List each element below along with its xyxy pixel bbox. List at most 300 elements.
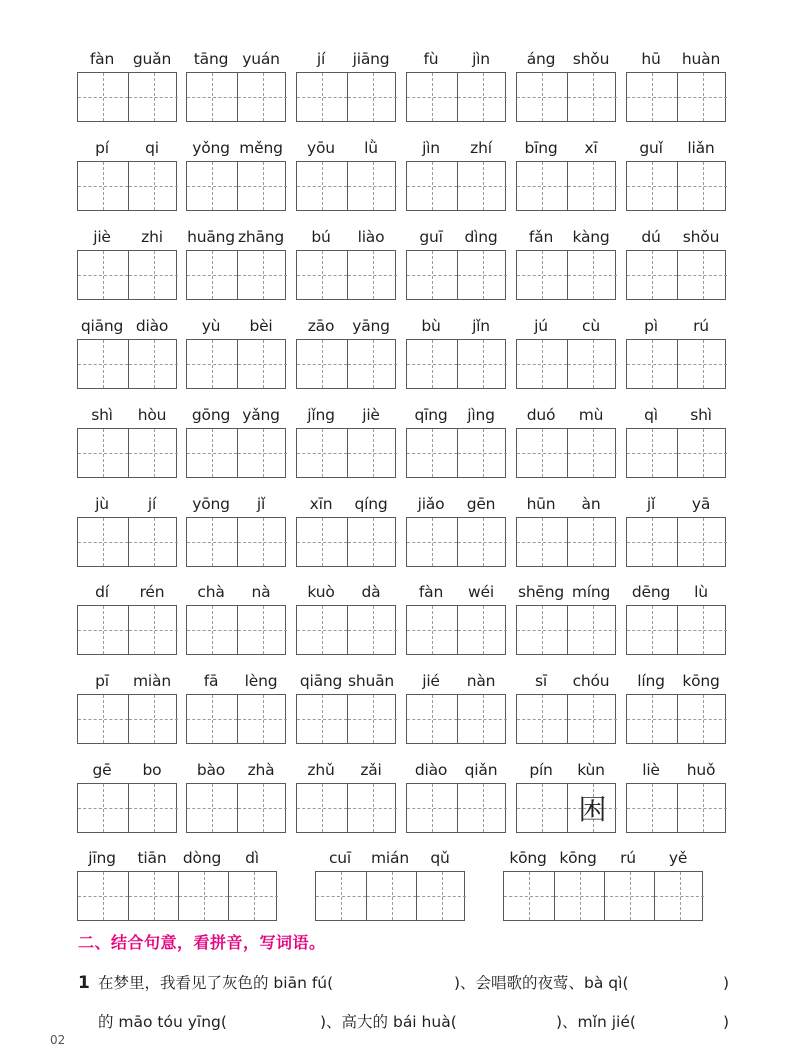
pinyin-syllable: yǒng	[192, 139, 230, 157]
tianzige-cell[interactable]	[297, 340, 347, 388]
pinyin-syllable: bo	[142, 761, 162, 779]
pinyin-syllable: pì	[644, 317, 658, 335]
question-text-1c: )	[723, 974, 730, 992]
tianzige-cell[interactable]	[567, 73, 617, 121]
pinyin-syllable: dà	[361, 583, 381, 601]
writing-grid[interactable]	[77, 871, 277, 921]
pinyin-syllable: jiè	[362, 406, 380, 424]
tianzige-cell[interactable]	[567, 429, 617, 477]
writing-grid[interactable]	[77, 339, 177, 389]
writing-grid[interactable]	[406, 517, 506, 567]
pinyin-syllable: kuò	[307, 583, 335, 601]
vocab-item	[296, 757, 396, 833]
pinyin-syllable: mián	[371, 849, 409, 867]
page-number: 02	[50, 1033, 66, 1047]
pinyin-syllable: cuī	[328, 849, 352, 867]
pinyin-syllable: kàng	[572, 228, 610, 246]
tianzige-cell[interactable]	[297, 429, 347, 477]
pinyin-syllable: pín	[529, 761, 553, 779]
pinyin-syllable: hūn	[526, 495, 556, 513]
pinyin-syllable: yě	[668, 849, 688, 867]
vocab-item	[186, 579, 286, 655]
pinyin-syllable: pī	[95, 672, 109, 690]
tianzige-cell[interactable]	[567, 340, 617, 388]
vocab-item	[77, 491, 177, 567]
tianzige-cell[interactable]	[187, 695, 237, 743]
tianzige-cell[interactable]	[78, 251, 128, 299]
writing-grid[interactable]	[77, 517, 177, 567]
tianzige-cell[interactable]	[347, 73, 397, 121]
writing-grid[interactable]	[77, 161, 177, 211]
tianzige-cell[interactable]	[407, 340, 457, 388]
pinyin-syllable: jīng	[88, 849, 116, 867]
tianzige-cell[interactable]	[128, 784, 178, 832]
tianzige-cell[interactable]	[627, 73, 677, 121]
vocab-item	[406, 757, 506, 833]
tianzige-cell[interactable]	[347, 784, 397, 832]
pinyin-syllable: chóu	[572, 672, 610, 690]
pinyin-syllable: liǎn	[687, 139, 715, 157]
writing-grid[interactable]	[626, 694, 726, 744]
vocab-item	[296, 135, 396, 211]
writing-grid[interactable]	[77, 605, 177, 655]
tianzige-cell[interactable]	[627, 695, 677, 743]
pinyin-syllable: jiè	[93, 228, 111, 246]
tianzige-cell[interactable]	[567, 518, 617, 566]
vocab-item	[296, 46, 396, 122]
tianzige-cell[interactable]	[237, 340, 287, 388]
writing-grid[interactable]	[296, 250, 396, 300]
pinyin-syllable: yuán	[242, 50, 280, 68]
vocab-item	[626, 135, 726, 211]
tianzige-cell[interactable]	[187, 162, 237, 210]
pinyin-syllable: míng	[571, 583, 611, 601]
question-text-2b: )、高大的 bái huà(	[320, 1013, 457, 1031]
writing-grid[interactable]	[516, 250, 616, 300]
pinyin-syllable: hòu	[137, 406, 167, 424]
pinyin-syllable: jié	[422, 672, 440, 690]
tianzige-cell[interactable]	[78, 518, 128, 566]
pinyin-syllable: rú	[620, 849, 636, 867]
pinyin-syllable: wéi	[468, 583, 494, 601]
question-text-2a: 的 māo tóu yīng(	[98, 1013, 227, 1031]
tianzige-cell[interactable]	[128, 251, 178, 299]
tianzige-cell[interactable]	[297, 784, 347, 832]
pinyin-syllable: jú	[534, 317, 548, 335]
tianzige-cell[interactable]	[627, 340, 677, 388]
vocab-item	[77, 668, 177, 744]
pinyin-syllable: diào	[135, 317, 169, 335]
tianzige-cell[interactable]	[78, 784, 128, 832]
tianzige-cell[interactable]	[128, 429, 178, 477]
tianzige-cell[interactable]	[187, 784, 237, 832]
vocab-item	[296, 224, 396, 300]
tianzige-cell[interactable]	[567, 162, 617, 210]
pinyin-syllable: huàn	[681, 50, 721, 68]
pinyin-syllable: dìng	[464, 228, 498, 246]
writing-grid[interactable]	[516, 605, 616, 655]
idiom-item	[315, 845, 465, 921]
pinyin-syllable: shēng	[517, 583, 565, 601]
pinyin-syllable: chà	[197, 583, 225, 601]
vocab-item	[516, 579, 616, 655]
question-line-2	[78, 1007, 748, 1037]
writing-grid[interactable]	[77, 428, 177, 478]
writing-grid[interactable]	[296, 694, 396, 744]
writing-grid[interactable]	[503, 871, 703, 921]
vocab-item	[186, 313, 286, 389]
writing-grid[interactable]	[626, 783, 726, 833]
tianzige-cell[interactable]	[554, 872, 604, 920]
tianzige-cell[interactable]	[517, 251, 567, 299]
vocab-item	[406, 135, 506, 211]
pinyin-syllable: rén	[139, 583, 165, 601]
pinyin-syllable: qì	[644, 406, 658, 424]
pinyin-syllable: xī	[584, 139, 598, 157]
writing-grid[interactable]	[186, 517, 286, 567]
pinyin-syllable: kōng	[509, 849, 547, 867]
writing-grid[interactable]	[626, 517, 726, 567]
tianzige-cell[interactable]	[78, 162, 128, 210]
tianzige-cell[interactable]	[347, 429, 397, 477]
tianzige-cell[interactable]	[347, 340, 397, 388]
vocab-item	[516, 668, 616, 744]
writing-grid[interactable]	[516, 161, 616, 211]
vocab-item	[186, 46, 286, 122]
tianzige-cell[interactable]	[677, 518, 727, 566]
tianzige-cell[interactable]	[347, 518, 397, 566]
pinyin-syllable: zhāng	[237, 228, 285, 246]
pinyin-syllable: jǐng	[307, 406, 335, 424]
tianzige-cell[interactable]	[517, 162, 567, 210]
tianzige-cell[interactable]	[78, 695, 128, 743]
tianzige-cell[interactable]	[457, 784, 507, 832]
writing-grid[interactable]	[296, 517, 396, 567]
writing-grid[interactable]	[186, 694, 286, 744]
pinyin-syllable: gōng	[191, 406, 231, 424]
vocab-item	[77, 579, 177, 655]
writing-grid[interactable]	[626, 161, 726, 211]
vocab-item	[626, 313, 726, 389]
pinyin-syllable: zhi	[141, 228, 163, 246]
tianzige-cell[interactable]	[677, 784, 727, 832]
tianzige-cell[interactable]	[78, 340, 128, 388]
writing-grid[interactable]	[77, 250, 177, 300]
pinyin-syllable: yōu	[307, 139, 335, 157]
writing-grid[interactable]	[516, 783, 616, 833]
tianzige-cell[interactable]	[677, 695, 727, 743]
pinyin-syllable: huāng	[187, 228, 235, 246]
writing-grid[interactable]	[186, 339, 286, 389]
writing-grid[interactable]	[186, 605, 286, 655]
tianzige-cell[interactable]	[627, 251, 677, 299]
tianzige-cell[interactable]	[567, 784, 617, 832]
pinyin-syllable: bèi	[249, 317, 273, 335]
tianzige-cell[interactable]	[187, 429, 237, 477]
tianzige-cell[interactable]	[366, 872, 416, 920]
writing-grid[interactable]	[406, 694, 506, 744]
tianzige-cell[interactable]	[627, 429, 677, 477]
pinyin-syllable: fā	[203, 672, 219, 690]
tianzige-cell[interactable]	[627, 518, 677, 566]
tianzige-cell[interactable]	[567, 606, 617, 654]
question-text-1b: )、会唱歌的夜莺、bà qì(	[454, 974, 629, 992]
tianzige-cell[interactable]	[187, 606, 237, 654]
tianzige-cell[interactable]	[517, 340, 567, 388]
writing-grid[interactable]	[77, 783, 177, 833]
tianzige-cell[interactable]	[677, 73, 727, 121]
tianzige-cell[interactable]	[237, 162, 287, 210]
tianzige-cell[interactable]	[407, 784, 457, 832]
idiom-item	[77, 845, 277, 921]
writing-grid[interactable]	[626, 72, 726, 122]
vocab-item	[516, 402, 616, 478]
writing-grid[interactable]	[406, 72, 506, 122]
tianzige-cell[interactable]	[347, 695, 397, 743]
tianzige-cell[interactable]	[78, 872, 128, 920]
tianzige-cell[interactable]	[517, 518, 567, 566]
vocab-item	[186, 757, 286, 833]
tianzige-cell[interactable]	[297, 162, 347, 210]
pinyin-syllable: guī	[419, 228, 443, 246]
pinyin-syllable: zāo	[307, 317, 335, 335]
tianzige-cell[interactable]	[187, 518, 237, 566]
pinyin-syllable: miàn	[133, 672, 171, 690]
pinyin-syllable: guǐ	[639, 139, 663, 157]
tianzige-cell[interactable]	[407, 73, 457, 121]
writing-grid[interactable]	[186, 428, 286, 478]
pinyin-syllable: zhà	[247, 761, 275, 779]
writing-grid[interactable]	[296, 72, 396, 122]
pinyin-syllable: zhí	[470, 139, 492, 157]
tianzige-cell[interactable]	[237, 429, 287, 477]
tianzige-cell[interactable]	[517, 784, 567, 832]
vocab-item	[77, 135, 177, 211]
tianzige-cell[interactable]	[517, 73, 567, 121]
writing-grid[interactable]	[516, 517, 616, 567]
tianzige-cell[interactable]	[677, 162, 727, 210]
tianzige-cell[interactable]	[457, 518, 507, 566]
tianzige-cell[interactable]	[457, 429, 507, 477]
pinyin-syllable: lèng	[244, 672, 278, 690]
writing-grid[interactable]	[516, 428, 616, 478]
vocab-item	[186, 668, 286, 744]
pinyin-syllable: qíng	[354, 495, 388, 513]
vocab-item	[296, 579, 396, 655]
vocab-item	[516, 224, 616, 300]
pinyin-syllable: qǔ	[430, 849, 450, 867]
tianzige-cell[interactable]	[407, 695, 457, 743]
writing-grid[interactable]	[406, 161, 506, 211]
pinyin-syllable: bào	[196, 761, 226, 779]
tianzige-cell[interactable]	[347, 606, 397, 654]
tianzige-cell[interactable]	[407, 162, 457, 210]
writing-grid[interactable]	[626, 428, 726, 478]
tianzige-cell[interactable]	[187, 73, 237, 121]
question-text-2c: )、mǐn jié(	[556, 1013, 636, 1031]
writing-grid[interactable]	[626, 339, 726, 389]
vocab-item	[626, 579, 726, 655]
writing-grid[interactable]	[626, 250, 726, 300]
pinyin-syllable: sī	[535, 672, 547, 690]
tianzige-cell[interactable]	[128, 872, 178, 920]
pinyin-syllable: jí	[316, 50, 326, 68]
tianzige-cell[interactable]	[237, 73, 287, 121]
vocab-item	[406, 668, 506, 744]
pinyin-syllable: fàn	[89, 50, 115, 68]
tianzige-cell[interactable]	[128, 695, 178, 743]
pinyin-syllable: jǐ	[646, 495, 656, 513]
tianzige-cell[interactable]	[297, 518, 347, 566]
tianzige-cell[interactable]	[297, 606, 347, 654]
tianzige-cell[interactable]	[407, 606, 457, 654]
writing-grid[interactable]	[186, 72, 286, 122]
tianzige-cell[interactable]	[407, 429, 457, 477]
tianzige-cell[interactable]	[178, 872, 228, 920]
tianzige-cell[interactable]	[78, 429, 128, 477]
tianzige-cell[interactable]	[677, 340, 727, 388]
tianzige-cell[interactable]	[627, 784, 677, 832]
tianzige-cell[interactable]	[627, 162, 677, 210]
writing-grid[interactable]	[296, 605, 396, 655]
tianzige-cell[interactable]	[604, 872, 654, 920]
pinyin-syllable: mù	[578, 406, 604, 424]
pinyin-syllable: áng	[526, 50, 556, 68]
tianzige-cell[interactable]	[677, 606, 727, 654]
writing-grid[interactable]	[296, 783, 396, 833]
tianzige-cell[interactable]	[677, 429, 727, 477]
pinyin-syllable: jí	[147, 495, 157, 513]
tianzige-cell[interactable]	[128, 606, 178, 654]
writing-grid[interactable]	[77, 72, 177, 122]
writing-grid[interactable]	[626, 605, 726, 655]
vocab-item	[296, 402, 396, 478]
tianzige-cell[interactable]	[316, 872, 366, 920]
writing-grid[interactable]	[516, 694, 616, 744]
tianzige-cell[interactable]	[517, 695, 567, 743]
tianzige-cell[interactable]	[517, 429, 567, 477]
vocab-item	[626, 668, 726, 744]
tianzige-cell[interactable]	[407, 518, 457, 566]
writing-grid[interactable]	[516, 72, 616, 122]
tianzige-cell[interactable]	[297, 73, 347, 121]
writing-grid[interactable]	[77, 694, 177, 744]
tianzige-cell[interactable]	[457, 162, 507, 210]
tianzige-cell[interactable]	[78, 606, 128, 654]
tianzige-cell[interactable]	[297, 695, 347, 743]
writing-grid[interactable]	[296, 428, 396, 478]
tianzige-cell[interactable]	[228, 872, 278, 920]
tianzige-cell[interactable]	[407, 251, 457, 299]
writing-grid[interactable]	[406, 428, 506, 478]
vocab-item	[626, 46, 726, 122]
tianzige-cell[interactable]	[504, 872, 554, 920]
pinyin-syllable: hū	[641, 50, 661, 68]
writing-grid[interactable]	[406, 783, 506, 833]
writing-grid[interactable]	[406, 605, 506, 655]
tianzige-cell[interactable]	[677, 251, 727, 299]
writing-grid[interactable]	[315, 871, 465, 921]
tianzige-cell[interactable]	[237, 518, 287, 566]
tianzige-cell[interactable]	[457, 606, 507, 654]
writing-grid[interactable]	[516, 339, 616, 389]
pinyin-syllable: dēng	[631, 583, 671, 601]
pinyin-syllable: bù	[421, 317, 441, 335]
tianzige-cell[interactable]	[237, 251, 287, 299]
writing-grid[interactable]	[186, 161, 286, 211]
vocab-item	[516, 313, 616, 389]
tianzige-cell[interactable]	[237, 784, 287, 832]
tianzige-cell[interactable]	[187, 251, 237, 299]
pinyin-syllable: yōng	[192, 495, 230, 513]
vocab-item	[77, 402, 177, 478]
pinyin-syllable: líng	[637, 672, 665, 690]
pinyin-syllable: shuān	[347, 672, 395, 690]
pinyin-syllable: guǎn	[132, 50, 172, 68]
tianzige-cell[interactable]	[457, 251, 507, 299]
writing-grid[interactable]	[296, 161, 396, 211]
tianzige-cell[interactable]	[567, 695, 617, 743]
tianzige-cell[interactable]	[347, 162, 397, 210]
pinyin-syllable: dòng	[182, 849, 222, 867]
tianzige-cell[interactable]	[128, 340, 178, 388]
question-text-2d: )	[723, 1013, 730, 1031]
tianzige-cell[interactable]	[654, 872, 704, 920]
tianzige-cell[interactable]	[457, 695, 507, 743]
pinyin-syllable: qīng	[414, 406, 448, 424]
pinyin-syllable: shǒu	[572, 50, 610, 68]
tianzige-cell[interactable]	[517, 606, 567, 654]
vocab-item	[626, 757, 726, 833]
pinyin-syllable: pí	[95, 139, 109, 157]
tianzige-cell[interactable]	[567, 251, 617, 299]
tianzige-cell[interactable]	[78, 73, 128, 121]
tianzige-cell[interactable]	[457, 340, 507, 388]
writing-grid[interactable]	[406, 339, 506, 389]
tianzige-cell[interactable]	[187, 340, 237, 388]
pinyin-syllable: rú	[693, 317, 709, 335]
tianzige-cell[interactable]	[237, 606, 287, 654]
pinyin-syllable: fǎn	[528, 228, 554, 246]
tianzige-cell[interactable]	[416, 872, 466, 920]
pinyin-syllable: liè	[642, 761, 660, 779]
pinyin-syllable: yā	[691, 495, 711, 513]
tianzige-cell[interactable]	[128, 162, 178, 210]
vocab-item	[406, 579, 506, 655]
pinyin-syllable: qiāng	[80, 317, 124, 335]
pinyin-syllable: nàn	[466, 672, 496, 690]
idiom-item	[503, 845, 703, 921]
tianzige-cell[interactable]	[237, 695, 287, 743]
writing-grid[interactable]	[186, 783, 286, 833]
tianzige-cell[interactable]	[297, 251, 347, 299]
tianzige-cell[interactable]	[347, 251, 397, 299]
tianzige-cell[interactable]	[457, 73, 507, 121]
pinyin-syllable: dú	[641, 228, 661, 246]
writing-grid[interactable]	[186, 250, 286, 300]
pinyin-syllable: gēn	[466, 495, 496, 513]
writing-grid[interactable]	[406, 250, 506, 300]
vocab-item	[77, 313, 177, 389]
pinyin-syllable: yǎng	[242, 406, 280, 424]
pinyin-syllable: huǒ	[686, 761, 716, 779]
tianzige-cell[interactable]	[627, 606, 677, 654]
pinyin-syllable: dí	[95, 583, 109, 601]
tianzige-cell[interactable]	[128, 518, 178, 566]
pinyin-syllable: qi	[145, 139, 159, 157]
tianzige-cell[interactable]	[128, 73, 178, 121]
writing-grid[interactable]	[296, 339, 396, 389]
